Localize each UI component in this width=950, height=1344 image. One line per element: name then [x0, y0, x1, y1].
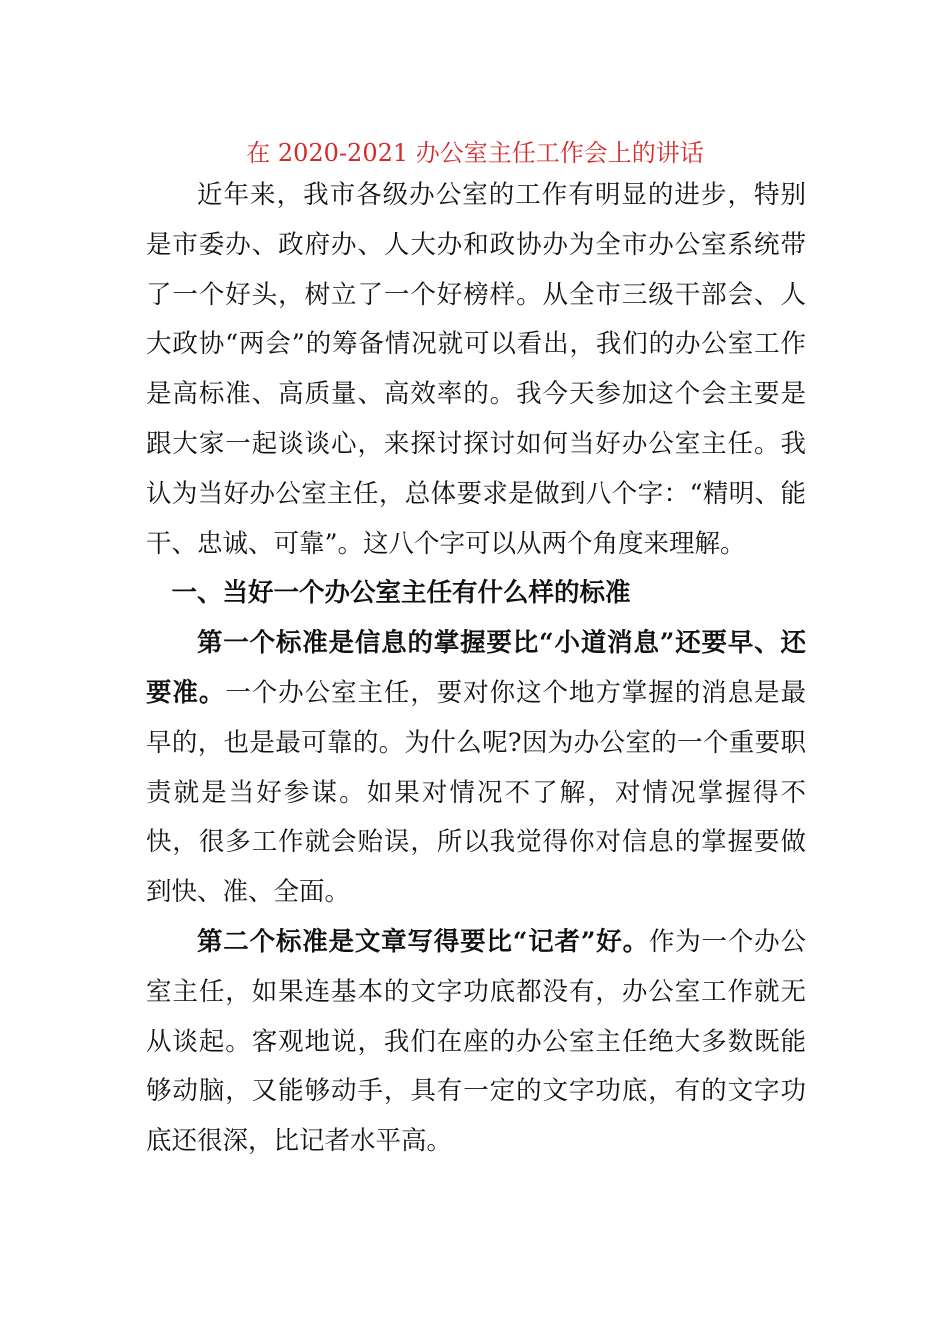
- standard-1-body: 一个办公室主任，要对你这个地方掌握的消息是最早的，也是最可靠的。为什么呢?因为办公室的一个重要职责就是当好参谋。如果对情况不了解，对情况掌握得不快，很多工作就会贻误，所以我觉得你对信息的掌握要做到快、准、全面。: [146, 677, 806, 908]
- paragraph-intro: 近年来，我市各级办公室的工作有明显的进步，特别是市委办、政府办、人大办和政协办为全市办公室系统带了一个好头，树立了一个好榜样。从全市三级干部会、人大政协“两会”的筹备情况就可以看出，我们的办公室工作是高标准、高质量、高效率的。我今天参加这个会主要是跟大家一起谈谈心，来探讨探讨如何当好办公室主任。我认为当好办公室主任，总体要求是做到八个字：“精明、能干、忠诚、可靠”。这八个字可以从两个角度来理解。: [146, 180, 806, 559]
- document-title: 在 2020-2021 办公室主任工作会上的讲话: [246, 139, 704, 167]
- section-heading: 一、当好一个办公室主任有什么样的标准: [171, 578, 631, 609]
- standard-2-lead: 第二个标准是文章写得要比“记者”好。: [197, 926, 649, 957]
- document-body: [146, 171, 806, 1167]
- standard-2-body: 作为一个办公室主任，如果连基本的文字功底都没有，办公室工作就无从谈起。客观地说，我们在座的办公室主任绝大多数既能够动脑，又能够动手，具有一定的文字功底，有的文字功底还很深，比记者水平高。: [146, 926, 806, 1157]
- standard-1-lead: 第一个标准是信息的掌握要比“小道消息”还要早、还要准。: [146, 628, 806, 708]
- paragraph-standard-1: [146, 619, 806, 918]
- paragraph-standard-2: [146, 918, 806, 1167]
